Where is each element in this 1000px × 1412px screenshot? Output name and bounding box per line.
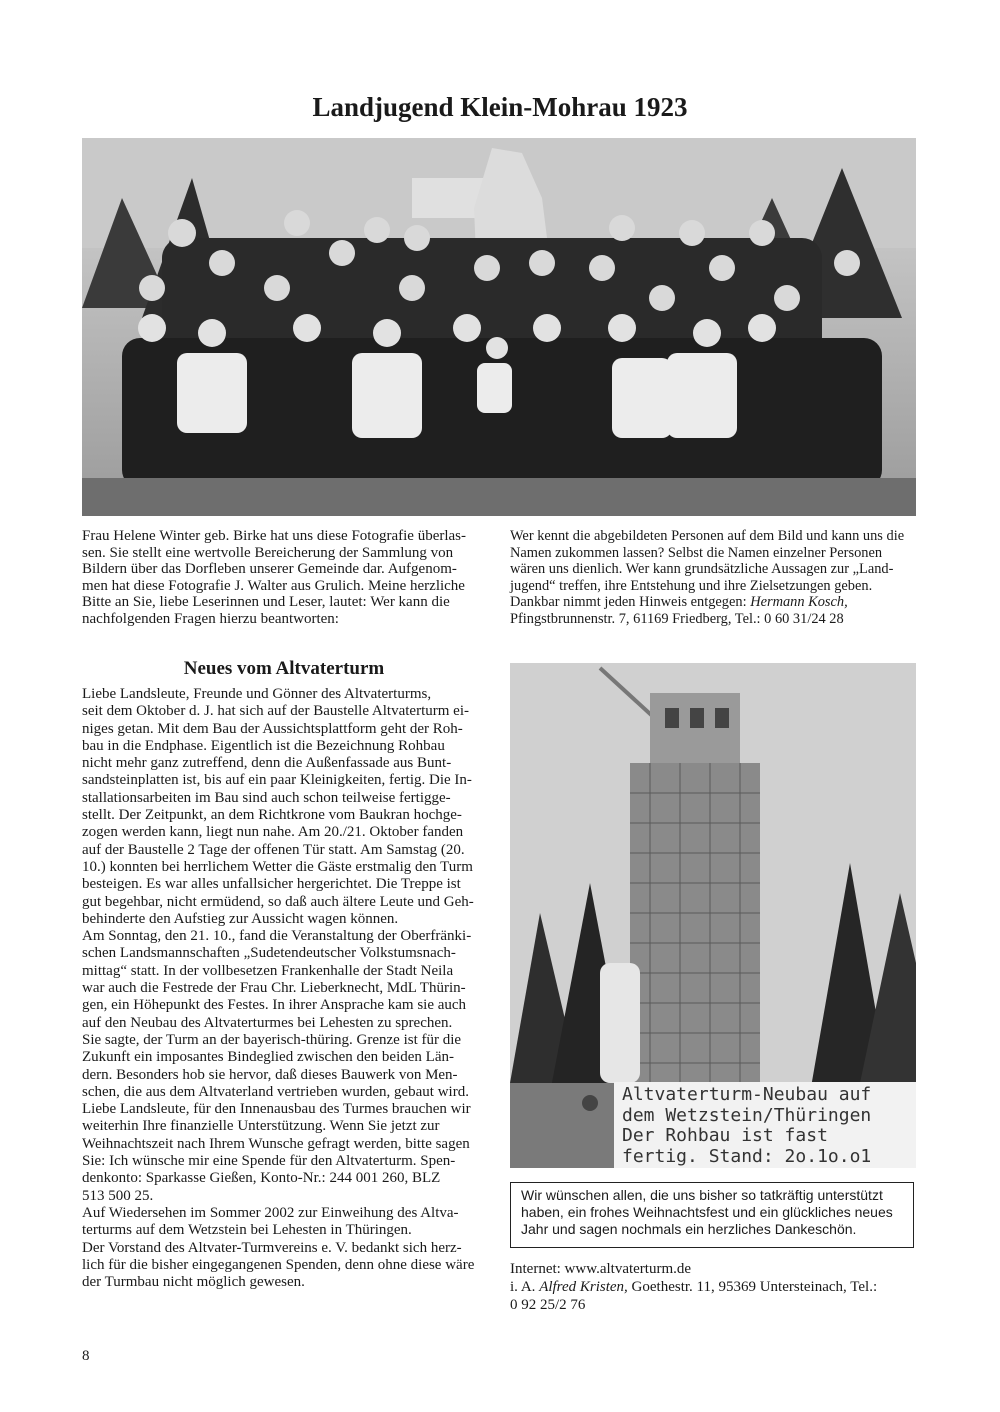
article-line: lich für die bisher eingegangenen Spenden, denn ohne diese wäre xyxy=(82,1256,475,1273)
article-line: Am Sonntag, den 21. 10., fand die Veranstaltung der Oberfränki- xyxy=(82,928,472,945)
intro-left-line: Frau Helene Winter geb. Birke hat uns diese Fotografie überlas- xyxy=(82,528,467,544)
intro-right-text xyxy=(510,528,916,628)
article-line: mittag“ statt. In der vollbesetzen Frankenhalle der Stadt Neila xyxy=(82,962,454,979)
article-line: behinderte den Aufstieg zur Aussicht wagen können. xyxy=(82,910,399,927)
article-line: schen, die aus dem Altvaterland vertrieben wurden, gebaut wird. xyxy=(82,1083,469,1100)
article-line: 513 500 25. xyxy=(82,1187,154,1204)
thanks-line: haben, ein frohes Weihnachtsfest und ein glückliches neues xyxy=(521,1204,893,1220)
intro-right-line: wären uns dienlich. Wer kann grundsätzliche Aussagen zur „Land- xyxy=(510,561,894,578)
intro-right-line: Wer kennt die abgebildeten Personen auf dem Bild und kann uns die xyxy=(510,528,905,544)
article-line: stellt. Der Zeitpunkt, an dem Richtkrone vom Baukran hochge- xyxy=(82,807,462,824)
article-line: Sie: Ich wünsche mir eine Spende für den Altvaterturm. Spen- xyxy=(82,1153,456,1170)
thanks-line: Jahr und sagen nochmals ein herzliches Dankeschön. xyxy=(521,1221,857,1237)
contact-kristen-line xyxy=(510,1278,916,1296)
article-line: dern. Besonders hob sie hervor, daß dieses Bauwerk von Men- xyxy=(82,1066,458,1083)
article-line: sandsteinplatten ist, bis auf ein paar Kleinigkeiten, fertig. Die In- xyxy=(82,772,472,789)
caption-line: dem Wetzstein/Thüringen xyxy=(622,1104,872,1126)
caption-line: Altvaterturm-Neubau auf xyxy=(622,1084,872,1105)
article-body xyxy=(82,686,486,1291)
contact-kristen-phone: 0 92 25/2 76 xyxy=(510,1297,586,1313)
article-line: auf den Neubau des Altvaterturmes bei Lehesten zu sprechen. xyxy=(82,1014,453,1031)
article-line: bau in die Endphase. Eigentlich ist die Bezeichnung Rohbau xyxy=(82,737,445,754)
article-line: weiterhin Ihre finanzielle Unterstützung. Wenn Sie jetzt zur xyxy=(82,1118,440,1135)
thanks-box xyxy=(510,1182,914,1248)
article-line: der Turmbau nicht möglich gewesen. xyxy=(82,1274,305,1291)
contact-kristen-address: Goethestr. 11, 95369 Untersteinach, Tel.: xyxy=(627,1279,878,1295)
contact-kosch-address: Pfingstbrunnenstr. 7, 61169 Friedberg, Tel.: 0 60 31/24 28 xyxy=(510,610,844,627)
article-line: zogen werden kann, liegt nun nahe. Am 20./21. Oktober fanden xyxy=(82,824,464,841)
article-line: gut begehbar, nicht ermüdend, so daß auch ältere Leute und Geh- xyxy=(82,893,474,910)
intro-left-line: sen. Sie stellt eine wertvolle Bereicherung der Sammlung von xyxy=(82,544,454,561)
article-line: 10.) konnten bei herrlichem Wetter die Gäste erstmalig den Turm xyxy=(82,858,473,875)
article-line: stallationsarbeiten im Bau sind auch schon teilweise fertigge- xyxy=(82,789,451,806)
group-photo xyxy=(82,138,916,516)
contact-kosch xyxy=(510,594,916,611)
article-line: Liebe Landsleute, Freunde und Gönner des Altvaterturms, xyxy=(82,686,432,702)
article-line: Zukunft ein imposantes Bindeglied zwischen den beiden Län- xyxy=(82,1049,454,1066)
page-number: 8 xyxy=(82,1348,90,1364)
article-line: nicht mehr ganz zutreffend, denn die Außenfassade aus Bunt- xyxy=(82,755,452,772)
article-line: Weihnachtszeit nach Ihrem Wunsche gefragt werden, bitte sagen xyxy=(82,1135,470,1152)
article-line: niges getan. Mit dem Bau der Aussichtsplattform geht der Roh- xyxy=(82,720,463,737)
article-line: auf der Baustelle 2 Tage der offenen Tür statt. Am Samstag (20. xyxy=(82,841,465,858)
intro-left-line: Bitte an Sie, liebe Leserinnen und Leser, lautet: Wer kann die xyxy=(82,594,450,611)
contact-kosch-name: Hermann Kosch, xyxy=(750,594,848,611)
article-line: denkonto: Sparkasse Gießen, Konto-Nr.: 244 001 260, BLZ xyxy=(82,1170,441,1187)
caption-line: Der Rohbau ist fast xyxy=(622,1125,828,1146)
contact-kosch-pre: Dankbar nimmt jeden Hinweis entgegen: xyxy=(510,594,751,611)
article-line: Der Vorstand des Altvater-Turmvereins e. V. bedankt sich herz- xyxy=(82,1239,462,1256)
intro-left-line: nachfolgenden Fragen hierzu beantworten: xyxy=(82,610,339,627)
page-title: Landjugend Klein-Mohrau 1923 xyxy=(312,92,688,122)
article-heading: Neues vom Altvaterturm xyxy=(183,658,385,679)
contact-kristen xyxy=(510,1260,916,1314)
tower-photo-caption xyxy=(614,1082,916,1168)
caption-line: fertig. Stand: 2o.1o.o1 xyxy=(622,1145,872,1167)
article-line: Auf Wiedersehen im Sommer 2002 zur Einweihung des Altva- xyxy=(82,1204,459,1221)
article-line: war auch die Festrede der Frau Chr. Lieberknecht, MdL Thürin- xyxy=(82,980,466,997)
article-line: terturms auf dem Wetzstein bei Lehesten in Thüringen. xyxy=(82,1222,412,1239)
article-line: besteigen. Es war alles unfallsicher hergerichtet. Die Treppe ist xyxy=(82,876,461,893)
article-line: Sie sagte, der Turm an der bayerisch-thüring. Grenze ist für die xyxy=(82,1031,462,1048)
intro-left-line: Bildern über das Dorfleben unserer Gemeinde dar. Aufgenom- xyxy=(82,561,457,578)
contact-kristen-pre: i. A. xyxy=(510,1279,540,1295)
article-line: gen, ein Höhepunkt des Festes. In ihrer Ansprache kam sie auch xyxy=(82,997,467,1014)
internet-link[interactable]: Internet: www.altvaterturm.de xyxy=(510,1261,692,1277)
article-line: Liebe Landsleute, für den Innenausbau des Turmes brauchen wir xyxy=(82,1101,471,1118)
intro-right-line: jugend“ treffen, ihre Entstehung und ihre Zielsetzungen geben. xyxy=(510,577,873,594)
group-photo-image xyxy=(82,138,916,516)
thanks-line: Wir wünschen allen, die uns bisher so tatkräftig unterstützt xyxy=(521,1187,883,1203)
intro-right-line: Namen zukommen lassen? Selbst die Namen einzelner Personen xyxy=(510,544,883,561)
article-line: schen Landsmannschaften „Sudetendeutscher Volkstumsnach- xyxy=(82,945,456,962)
contact-kristen-name: Alfred Kristen, xyxy=(539,1279,628,1295)
intro-left-text xyxy=(82,528,486,628)
intro-left-line: men hat diese Fotografie J. Walter aus Grulich. Meine herzliche xyxy=(82,577,465,594)
article-line: seit dem Oktober d. J. hat sich auf der Baustelle Altvaterturm ei- xyxy=(82,703,469,720)
